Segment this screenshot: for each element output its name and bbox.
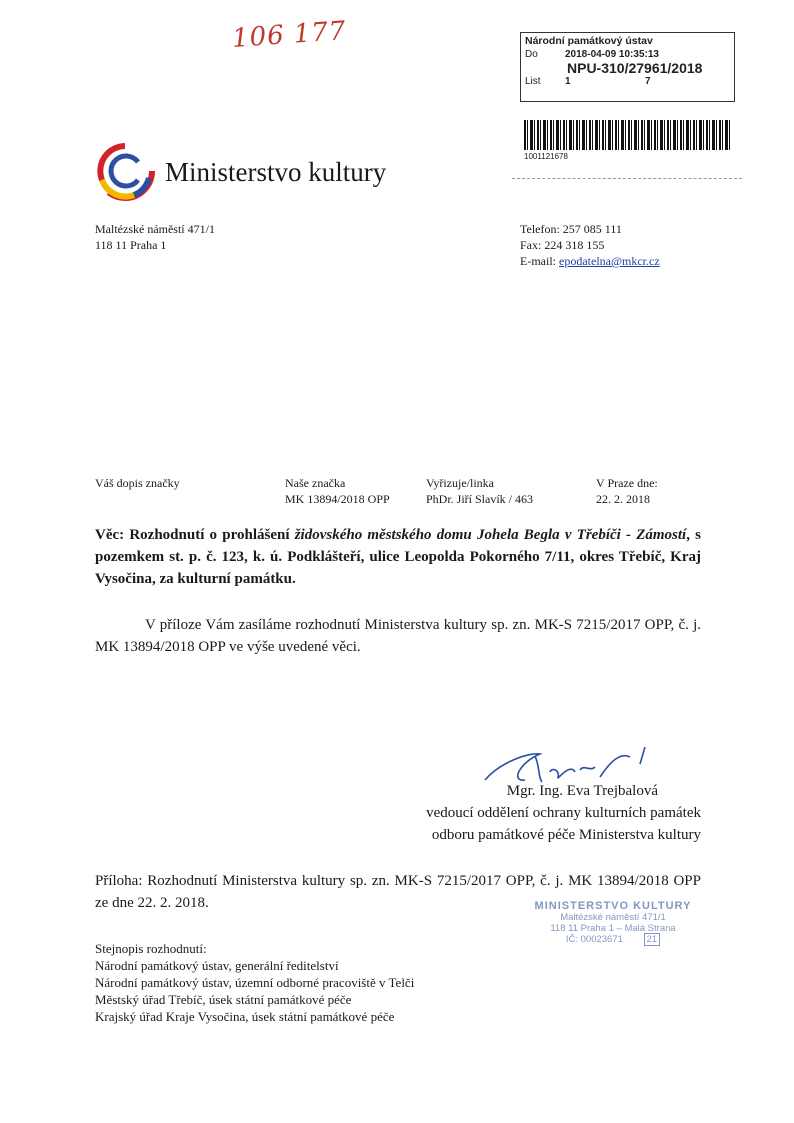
ministry-logo-icon <box>94 140 156 202</box>
ref-col3-label: Vyřizuje/linka <box>426 476 494 490</box>
subject-prefix: Věc: Rozhodnutí o prohlášení <box>95 527 295 543</box>
address <box>95 221 215 253</box>
registry-stamp <box>520 32 735 102</box>
registry-list-value: 1 <box>565 76 571 87</box>
registry-list-label: List <box>525 76 541 87</box>
ref-col2-label: Naše značka <box>285 476 346 490</box>
ministry-name: Ministerstvo kultury <box>165 157 387 187</box>
ref-col2 <box>285 475 390 507</box>
blue-stamp-line2: Maltézské náměstí 471/1 <box>560 912 666 923</box>
phone: Telefon: 257 085 111 <box>520 222 622 236</box>
subject-italic: židovského městského domu Johela Begla v Třebíči - Zámostí <box>294 527 687 543</box>
registry-datetime: 2018-04-09 10:35:13 <box>565 49 659 60</box>
address-line2: 118 11 Praha 1 <box>95 238 167 252</box>
fax: Fax: 224 318 155 <box>520 238 605 252</box>
signer-name: Mgr. Ing. Eva Trejbalová <box>506 783 658 799</box>
ref-col1-label: Váš dopis značky <box>95 476 180 490</box>
subject-rest: , s pozemkem st. p. č. 123, k. ú. Podklášteří, ulice Leopolda Pokorného 7/11, okres Třebíč, Kraj Vysočina, za kulturní památku. <box>95 527 701 587</box>
blue-stamp <box>528 900 698 945</box>
address-line1: Maltézské náměstí 471/1 <box>95 222 215 236</box>
registry-count: 7 <box>645 76 651 87</box>
subject <box>95 524 701 590</box>
handwritten-number: 106 177 <box>231 16 348 54</box>
contact <box>520 221 660 269</box>
blue-stamp-line1: MINISTERSTVO KULTURY <box>534 900 692 912</box>
stamp-divider <box>512 178 742 179</box>
ref-col4-label: V Praze dne: <box>596 476 658 490</box>
registry-ref: NPU-310/27961/2018 <box>567 60 703 76</box>
barcode <box>524 120 732 150</box>
ref-col2-value: MK 13894/2018 OPP <box>285 492 390 506</box>
ref-col3-value: PhDr. Jiří Slavík / 463 <box>426 492 534 506</box>
copy-item: Národní památkový ústav, generální ředitelství <box>95 958 339 973</box>
blue-stamp-line3: 118 11 Praha 1 – Malá Strana <box>550 923 676 934</box>
copy-item: Národní památkový ústav, územní odborné pracoviště v Telči <box>95 975 415 990</box>
blue-stamp-num: 21 <box>644 933 661 946</box>
blue-stamp-line4: IČ: 00023671 <box>565 934 623 945</box>
copy-item: Krajský úřad Kraje Vysočina, úsek státní památkové péče <box>95 1009 395 1024</box>
barcode-number: 1001121678 <box>524 152 568 161</box>
attachment: Příloha: Rozhodnutí Ministerstva kultury sp. zn. MK-S 7215/2017 OPP, č. j. MK 13894/2018 OPP ze dne 22. 2. 2018. <box>95 873 701 911</box>
ref-col1 <box>95 475 180 491</box>
body-text: V příloze Vám zasíláme rozhodnutí Ministerstva kultury sp. zn. MK-S 7215/2017 OPP, č. j. MK 13894/2018 OPP ve výše uvedené věci. <box>95 617 701 655</box>
ref-col4-value: 22. 2. 2018 <box>596 492 650 506</box>
ref-col4 <box>596 475 658 507</box>
registry-do-label: Do <box>525 49 538 60</box>
email-label: E-mail: <box>520 254 559 268</box>
signer-role2: odboru památkové péče Ministerstva kultury <box>431 827 701 843</box>
copies <box>95 940 414 1025</box>
copies-title: Stejnopis rozhodnutí: <box>95 941 207 956</box>
ref-col3 <box>426 475 533 507</box>
email-link[interactable]: epodatelna@mkcr.cz <box>559 254 660 268</box>
signer-role1: vedoucí oddělení ochrany kulturních památek <box>426 805 701 821</box>
copy-item: Městský úřad Třebíč, úsek státní památkové péče <box>95 992 352 1007</box>
signature-block <box>300 780 701 846</box>
registry-org: Národní památkový ústav <box>525 35 653 47</box>
